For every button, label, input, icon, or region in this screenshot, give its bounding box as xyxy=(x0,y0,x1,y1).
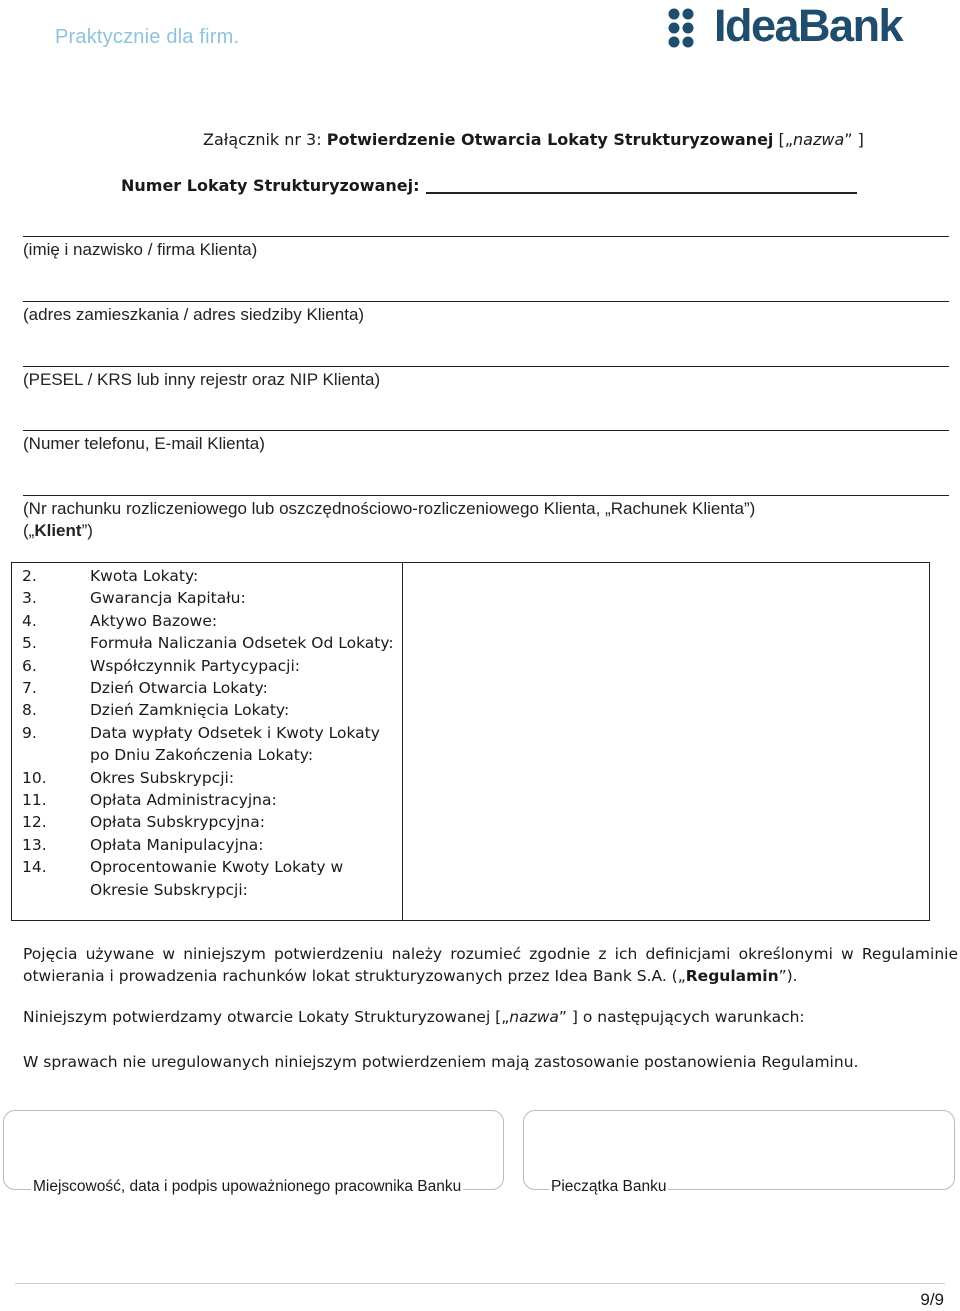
page-number: 9/9 xyxy=(920,1290,944,1309)
row-label: Kwota Lokaty: xyxy=(90,567,199,585)
table-row xyxy=(22,856,394,901)
parameter-values-cell xyxy=(403,563,930,921)
table-row xyxy=(22,789,394,811)
deposit-number-label: Numer Lokaty Strukturyzowanej: xyxy=(121,176,420,195)
row-number: 3. xyxy=(22,589,37,608)
row-label: Dzień Zamknięcia Lokaty: xyxy=(90,701,290,720)
table-row xyxy=(22,565,394,587)
tagline: Praktycznie dla firm. xyxy=(55,26,240,48)
footer-rule xyxy=(15,1283,945,1284)
row-number: 5. xyxy=(22,634,37,653)
field-rule xyxy=(23,366,949,367)
client-definition: („Klient”) xyxy=(23,521,93,540)
document-title: Załącznik nr 3: Potwierdzenie Otwarcia Lokaty Strukturyzowanej [„nazwa” ] xyxy=(203,130,864,149)
table-row xyxy=(22,722,394,767)
row-label: Data wypłaty Odsetek i Kwoty Lokaty po Dniu Zakończenia Lokaty: xyxy=(90,723,380,765)
deposit-parameters-table xyxy=(11,562,930,921)
row-number: 13. xyxy=(22,835,47,854)
deposit-number-rule xyxy=(426,192,857,194)
row-label: Gwarancja Kapitału: xyxy=(90,589,246,608)
row-number: 8. xyxy=(22,701,37,720)
row-label: Oprocentowanie Kwoty Lokaty w Okresie Subskrypcji: xyxy=(90,858,344,899)
table-row xyxy=(22,834,394,856)
client-name-label: (imię i nazwisko / firma Klienta) xyxy=(23,240,258,259)
row-number: 11. xyxy=(22,791,47,810)
field-rule xyxy=(23,236,949,237)
field-rule xyxy=(23,301,949,302)
row-number: 4. xyxy=(22,611,37,630)
regulations-paragraph: W sprawach nie uregulowanych niniejszym potwierdzeniem mają zastosowanie postanowienia Regulaminu. xyxy=(23,1053,859,1071)
logo-wordmark: IdeaBank xyxy=(714,0,903,51)
client-address-label: (adres zamieszkania / adres siedziby Klienta) xyxy=(23,305,365,324)
employee-signature-label: Miejscowość, data i podpis upoważnionego pracownika Banku xyxy=(33,1178,462,1195)
row-number: 2. xyxy=(22,567,37,585)
row-number: 9. xyxy=(22,723,37,742)
table-row xyxy=(22,677,394,699)
field-rule xyxy=(23,495,949,496)
row-number: 7. xyxy=(22,679,37,698)
row-label: Dzień Otwarcia Lokaty: xyxy=(90,679,268,698)
row-label: Formuła Naliczania Odsetek Od Lokaty: xyxy=(90,634,394,653)
row-label: Opłata Subskrypcyjna: xyxy=(90,813,265,832)
table-row xyxy=(22,587,394,609)
row-label: Opłata Manipulacyjna: xyxy=(90,835,264,854)
client-contact-label: (Numer telefonu, E-mail Klienta) xyxy=(23,434,265,453)
bank-stamp-label: Pieczątka Banku xyxy=(551,1178,667,1195)
field-rule xyxy=(23,430,949,431)
row-number: 12. xyxy=(22,813,47,832)
row-number: 14. xyxy=(22,858,47,877)
table-row xyxy=(22,610,394,632)
table-row xyxy=(22,699,394,721)
parameter-labels-cell xyxy=(12,563,403,921)
row-label: Aktywo Bazowe: xyxy=(90,611,218,630)
row-label: Współczynnik Partycypacji: xyxy=(90,656,300,675)
table-row xyxy=(22,632,394,654)
table-row xyxy=(22,655,394,677)
definitions-paragraph: Pojęcia używane w niniejszym potwierdzeniu należy rozumieć zgodnie z ich definicjami określonymi w Regulaminie otwierania i prowadzenia rachunków lokat strukturyzowanych przez Idea Bank S.A. („Regulamin”). xyxy=(23,945,958,985)
client-account-label: (Nr rachunku rozliczeniowego lub oszczędnościowo-rozliczeniowego Klienta, „Rachunek Klienta”) xyxy=(23,499,756,518)
client-id-label: (PESEL / KRS lub inny rejestr oraz NIP Klienta) xyxy=(23,370,381,389)
row-number: 6. xyxy=(22,656,37,675)
row-label: Opłata Administracyjna: xyxy=(90,791,277,810)
row-number: 10. xyxy=(22,768,47,787)
logo-dots-icon xyxy=(669,9,694,48)
table-row xyxy=(22,811,394,833)
row-label: Okres Subskrypcji: xyxy=(90,768,235,787)
confirmation-paragraph: Niniejszym potwierdzamy otwarcie Lokaty Strukturyzowanej [„nazwa” ] o następujących warunkach: xyxy=(23,1008,805,1026)
table-row xyxy=(22,767,394,789)
